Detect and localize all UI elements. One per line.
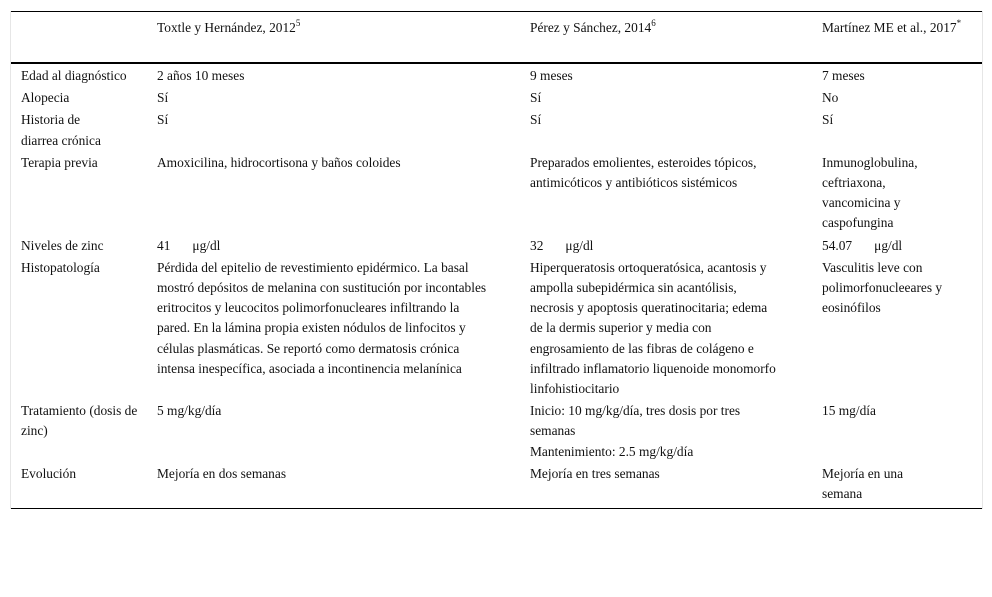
- row-label: Terapia previa: [21, 154, 98, 170]
- treatment-line-mantenimiento: Mantenimiento: 2.5 mg/kg/día: [530, 443, 694, 459]
- zinc-value: 54.07: [822, 237, 853, 253]
- table-cell: [812, 400, 982, 463]
- header-col-label: Toxtle y Hernández, 2012: [157, 20, 296, 35]
- table-cell: 7 meses: [822, 68, 865, 83]
- zinc-unit: μg/dl: [192, 237, 221, 253]
- treatment-line: 15 mg/día: [822, 403, 876, 419]
- table-row-edad: [11, 63, 982, 87]
- zinc-value: 41: [157, 237, 171, 253]
- reference-superscript: 6: [651, 17, 656, 28]
- row-label: Histopatología: [21, 259, 100, 275]
- header-col-label: Martínez ME et al., 2017: [822, 20, 957, 35]
- table-cell: Preparados emolientes, esteroides tópicos, antimicóticos y antibióticos sistémicos: [530, 154, 757, 191]
- table-cell: Amoxicilina, hidrocortisona y baños coloides: [157, 154, 401, 170]
- table-row-histopatologia: [11, 257, 982, 400]
- table-row-tratamiento: [11, 400, 982, 463]
- table-cell: Sí: [530, 90, 542, 106]
- zinc-value: 32: [530, 237, 544, 253]
- table-cell: Sí: [157, 90, 169, 106]
- header-col-perez: [520, 12, 812, 64]
- table-cell: Mejoría en dos semanas: [157, 465, 287, 481]
- comparison-table: [11, 11, 982, 509]
- treatment-line: 5 mg/kg/día: [157, 403, 222, 419]
- header-col-label: Pérez y Sánchez, 2014: [530, 20, 652, 35]
- table-body: [11, 63, 982, 509]
- table-row-zinc: [11, 235, 982, 257]
- row-label: Alopecia: [21, 90, 70, 106]
- row-label: Historia de diarrea crónica: [21, 112, 101, 148]
- header-row-label: [11, 12, 147, 64]
- table-row-diarrea: [11, 109, 982, 151]
- table-cell: Hiperqueratosis ortoqueratósica, acantosis y ampolla subepidérmica sin acantólisis, necrosis y apoptosis queratinocitaria; edema de la dermis superior y media con engrosamiento de las fibras de colágeno e infiltrado inflamatorio liquenoide monomorfo linfohistiocitario: [530, 259, 776, 397]
- header-col-toxtle: [147, 12, 520, 64]
- table-cell: Sí: [530, 112, 542, 128]
- table-cell: Pérdida del epitelio de revestimiento epidérmico. La basal mostró depósitos de melanina con sustitución por incontables eritrocitos y leucocitos polimorfonucleares infiltrando la pared. En la lámina propia existen nódulos de linfocitos y células plasmáticas. Se reportó como dermatosis crónica intensa inespecífica, asociada a incontinencia melanínica: [157, 259, 487, 376]
- table-cell: Sí: [157, 112, 169, 128]
- header-row: [11, 12, 982, 64]
- table-cell: 2 años 10 meses: [157, 68, 245, 83]
- reference-superscript: 5: [295, 17, 301, 28]
- table-cell: 9 meses: [530, 68, 573, 83]
- row-label: Evolución: [21, 465, 77, 481]
- reference-superscript: *: [956, 17, 962, 28]
- table-header: [11, 12, 982, 64]
- table-cell: Mejoría en tres semanas: [530, 465, 660, 481]
- row-label: Tratamiento (dosis de zinc): [21, 403, 138, 439]
- table-cell: [147, 400, 520, 463]
- header-col-martinez: [812, 12, 982, 64]
- row-label: Niveles de zinc: [21, 237, 104, 253]
- table-row-alopecia: [11, 87, 982, 109]
- table-cell: Inmunoglobulina, ceftriaxona, vancomicina y caspofungina: [822, 154, 918, 231]
- treatment-line-inicio: Inicio: 10 mg/kg/día, tres dosis por tres semanas: [530, 403, 741, 439]
- comparison-table-container: [10, 11, 983, 509]
- table-cell: [520, 235, 812, 257]
- zinc-unit: μg/dl: [565, 237, 594, 253]
- table-cell: [520, 400, 812, 463]
- table-cell: No: [822, 90, 839, 106]
- table-cell: Mejoría en una semana: [822, 465, 904, 502]
- table-cell: Vasculitis leve con polimorfonucleeares y eosinófilos: [822, 259, 943, 316]
- table-cell: [147, 235, 520, 257]
- table-cell: [812, 235, 982, 257]
- table-row-terapia: [11, 152, 982, 235]
- table-row-evolucion: [11, 463, 982, 509]
- table-cell: Sí: [822, 112, 834, 128]
- row-label: Edad al diagnóstico: [21, 68, 127, 83]
- zinc-unit: μg/dl: [874, 237, 903, 253]
